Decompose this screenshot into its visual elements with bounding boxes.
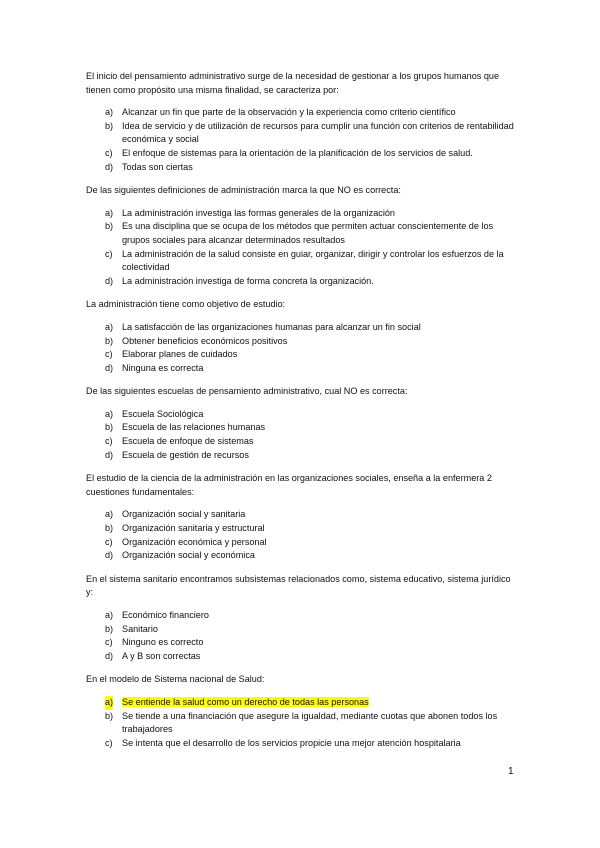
option-item: [86, 421, 514, 435]
question-text: El estudio de la ciencia de la administración en las organizaciones sociales, enseña a la enfermera 2 cuestiones fundamentales:: [86, 473, 492, 497]
option-text: A y B son correctas: [122, 650, 201, 661]
question-text: La administración tiene como objetivo de estudio:: [86, 299, 286, 310]
question-text: De las siguientes definiciones de administración marca la que NO es correcta:: [86, 185, 401, 196]
option-text: Organización social y económica: [122, 550, 255, 561]
option-text: Escuela de las relaciones humanas: [122, 422, 266, 433]
option-text: Escuela Sociológica: [122, 408, 204, 419]
question-text: En el sistema sanitario encontramos subsistemas relacionados como, sistema educativo, sistema jurídico y:: [86, 573, 511, 598]
option-text: Escuela de gestión de recursos: [122, 449, 249, 460]
option-text: Idea de servicio y de utilización de recursos para cumplir una función con criterios de rentabilidad económica y social: [122, 120, 514, 145]
option-item: [86, 636, 514, 650]
option-text: Organización sanitaria y estructural: [122, 523, 265, 534]
option-text: La administración investiga las formas generales de la organización: [122, 207, 395, 218]
option-letter: d): [105, 275, 114, 286]
option-letter: a): [105, 408, 114, 419]
option-letter: d): [105, 449, 114, 460]
option-text: Se tiende a una financiación que asegure la igualdad, mediante cuotas que abonen todos los trabajadores: [122, 710, 498, 735]
option-item: [86, 335, 514, 349]
option-letter: d): [105, 362, 114, 373]
option-letter: b): [105, 120, 114, 131]
option-item: [86, 348, 514, 362]
question-text: De las siguientes escuelas de pensamiento administrativo, cual NO es correcta:: [86, 386, 408, 397]
option-letter: c): [105, 536, 113, 547]
option-letter: a): [105, 509, 114, 520]
question-text: En el modelo de Sistema nacional de Salud:: [86, 674, 265, 685]
option-letter: d): [105, 161, 114, 172]
option-item: [86, 609, 514, 623]
option-letter: a): [105, 107, 114, 118]
option-item: [86, 248, 514, 275]
option-item: [86, 220, 514, 247]
option-letter: c): [105, 248, 113, 259]
option-item: [86, 106, 514, 120]
option-text: Elaborar planes de cuidados: [122, 349, 238, 360]
option-list: [86, 321, 514, 375]
option-list: [86, 696, 514, 750]
option-letter: b): [105, 335, 114, 346]
option-item: [86, 536, 514, 550]
option-item: [86, 737, 514, 751]
option-list: [86, 106, 514, 174]
option-item: [86, 549, 514, 563]
option-item: [86, 362, 514, 376]
option-text: Escuela de enfoque de sistemas: [122, 436, 254, 447]
option-letter: c): [105, 436, 113, 447]
option-list: [86, 609, 514, 663]
option-list: [86, 207, 514, 289]
option-letter: b): [105, 523, 114, 534]
option-letter: a): [105, 696, 113, 710]
option-item: [86, 435, 514, 449]
option-text: El enfoque de sistemas para la orientación de la planificación de los servicios de salud.: [122, 147, 473, 158]
option-item-highlighted: [86, 696, 514, 710]
option-item: [86, 120, 514, 147]
page-number: 1: [508, 766, 514, 777]
option-text: Se entiende la salud como un derecho de todas las personas: [122, 696, 369, 707]
option-letter: b): [105, 221, 114, 232]
option-text: Ninguno es correcto: [122, 637, 204, 648]
option-text: Económico financiero: [122, 610, 209, 620]
option-item: [86, 508, 514, 522]
question-list: [86, 70, 514, 760]
option-text: Obtener beneficios económicos positivos: [122, 335, 288, 346]
option-list: [86, 408, 514, 462]
option-letter: c): [105, 349, 113, 360]
option-text: Ninguna es correcta: [122, 362, 204, 373]
option-item: [86, 522, 514, 536]
option-text: Organización económica y personal: [122, 536, 267, 547]
option-text: Organización social y sanitaria: [122, 509, 246, 520]
option-item: [86, 710, 514, 737]
option-item: [86, 650, 514, 664]
option-letter: d): [105, 550, 114, 561]
option-letter: d): [105, 650, 114, 661]
option-item: [86, 275, 514, 289]
option-letter: c): [105, 637, 113, 648]
option-text: Alcanzar un fin que parte de la observación y la experiencia como criterio científico: [122, 107, 456, 118]
option-letter: a): [105, 321, 114, 332]
option-text: Sanitario: [122, 623, 158, 634]
option-letter: c): [105, 737, 113, 748]
option-text: Es una disciplina que se ocupa de los métodos que permiten actuar conscientemente de los grupos sociales para alcanzar determinados resultados: [122, 221, 494, 245]
option-item: [86, 623, 514, 637]
option-item: [86, 207, 514, 221]
option-item: [86, 408, 514, 422]
option-text: Se intenta que el desarrollo de los servicios propicie una mejor atención hospitalaria: [122, 737, 461, 748]
option-letter: b): [105, 710, 114, 721]
option-letter: c): [105, 147, 113, 158]
option-text: Todas son ciertas: [122, 161, 193, 172]
option-item: [86, 147, 514, 161]
question-text: El inicio del pensamiento administrativo surge de la necesidad de gestionar a los grupos humanos que tienen como propósito una misma finalidad, se caracteriza por:: [86, 71, 500, 95]
option-item: [86, 161, 514, 175]
option-letter: a): [105, 207, 114, 218]
option-letter: a): [105, 610, 114, 620]
option-item: [86, 321, 514, 335]
option-item: [86, 449, 514, 463]
option-list: [86, 508, 514, 562]
option-text: La administración de la salud consiste en guiar, organizar, dirigir y controlar los esfuerzos de la colectividad: [122, 248, 504, 273]
option-letter: b): [105, 623, 114, 634]
option-text: La satisfacción de las organizaciones humanas para alcanzar un fin social: [122, 321, 421, 332]
option-letter: b): [105, 422, 114, 433]
option-text: La administración investiga de forma concreta la organización.: [122, 275, 374, 286]
